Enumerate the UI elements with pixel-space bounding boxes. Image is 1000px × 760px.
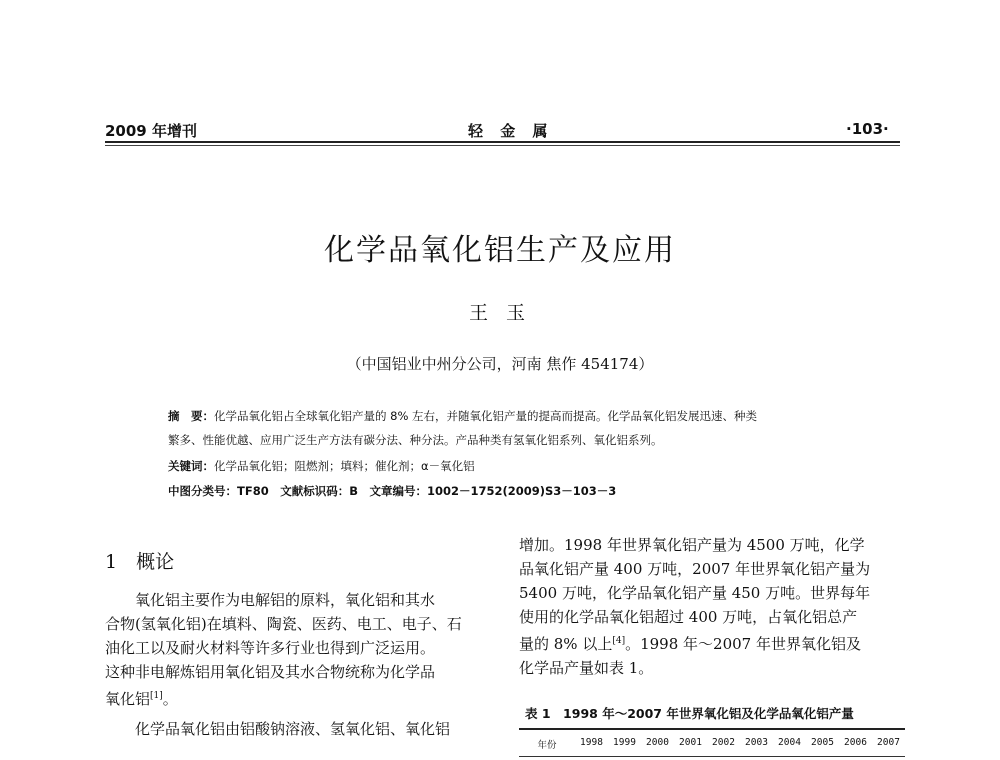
body-line-with-ref: [519, 629, 909, 656]
citation-ref: [1]: [150, 691, 163, 701]
table-top-rule: [519, 728, 905, 730]
header-rule: [105, 141, 900, 143]
citation-ref: [4]: [612, 636, 626, 646]
classification-line: 中图分类号：TF80 文献标识码：B 文章编号：1002－1752(2009)S3－103－3: [168, 484, 617, 498]
article-title: 化学品氧化铝生产及应用: [324, 233, 676, 268]
abstract-line-2: 繁多、性能优越、应用广泛生产方法有碳分法、种分法。产品种类有氢氧化铝系列、氧化铝系列。: [168, 433, 663, 447]
body-line: 氧化铝主要作为电解铝的原料，氧化铝和其水: [135, 591, 436, 609]
body-line: 增加。1998 年世界氧化铝产量为 4500 万吨，化学: [519, 536, 865, 554]
body-line: 使用的化学品氧化铝超过 400 万吨，占氧化铝总产: [519, 608, 858, 626]
body-line: 5400 万吨，化学品氧化铝产量 450 万吨。世界每年: [519, 584, 871, 602]
body-line-with-ref: [105, 684, 495, 711]
table-header-cell: 2004: [778, 737, 801, 748]
table-header-row: [519, 737, 905, 751]
left-column: [105, 588, 495, 741]
table-caption: 表 1 1998 年～2007 年世界氧化铝及化学品氧化铝产量: [525, 706, 854, 721]
right-column: [519, 533, 909, 680]
keywords-label: 关键词：: [168, 459, 214, 473]
header-journal: 轻 金 属: [468, 122, 554, 140]
body-line: 化学品产量如表 1。: [519, 659, 654, 677]
body-line: 这种非电解炼铝用氧化铝及其水合物统称为化学品: [105, 663, 436, 681]
body-line: 品氧化铝产量 400 万吨，2007 年世界氧化铝产量为: [519, 560, 871, 578]
table-header-cell: 2005: [811, 737, 834, 748]
body-text: 。1998 年～2007 年世界氧化铝及: [625, 635, 861, 653]
body-text: 量的 8% 以上: [519, 635, 613, 653]
header-rule-thin: [105, 145, 900, 146]
abstract-line-1: [168, 408, 757, 424]
section-heading: 1 概论: [105, 551, 175, 573]
table-header-cell: 2002: [712, 737, 735, 748]
table-header-cell: 2003: [745, 737, 768, 748]
article-author: 王 玉: [468, 302, 532, 324]
table-header-cell: 2006: [844, 737, 867, 748]
keywords-text: 化学品氧化铝；阻燃剂；填料；催化剂；α－氧化铝: [214, 459, 475, 473]
table-header-rule: [519, 756, 905, 757]
keywords-line: [168, 458, 475, 474]
table-header-cell: 1999: [613, 737, 636, 748]
table-header-cell: 1998: [580, 737, 603, 748]
body-text: 氧化铝: [105, 690, 151, 708]
table-header-cell: 年份: [537, 740, 557, 751]
article-affiliation: （中国铝业中州分公司，河南 焦作 454174）: [346, 355, 654, 373]
body-line: 合物(氢氧化铝)在填料、陶瓷、医药、电工、电子、石: [105, 615, 462, 633]
header-issue: 2009 年增刊: [105, 122, 197, 140]
body-line: 化学品氧化铝由铝酸钠溶液、氢氧化铝、氧化铝: [135, 720, 451, 738]
table-header-cell: 2007: [877, 737, 900, 748]
body-text: 。: [162, 690, 178, 708]
abstract-label: 摘 要：: [168, 409, 214, 423]
body-line: 油化工以及耐火材料等许多行业也得到广泛运用。: [105, 639, 436, 657]
header-page-number: ·103·: [846, 120, 889, 138]
abstract-text-1: 化学品氧化铝占全球氧化铝产量的 8% 左右，并随氧化铝产量的提高而提高。化学品氧化铝发展迅速、种类: [214, 409, 758, 423]
table-header-cell: 2000: [646, 737, 669, 748]
table-header-cell: 2001: [679, 737, 702, 748]
